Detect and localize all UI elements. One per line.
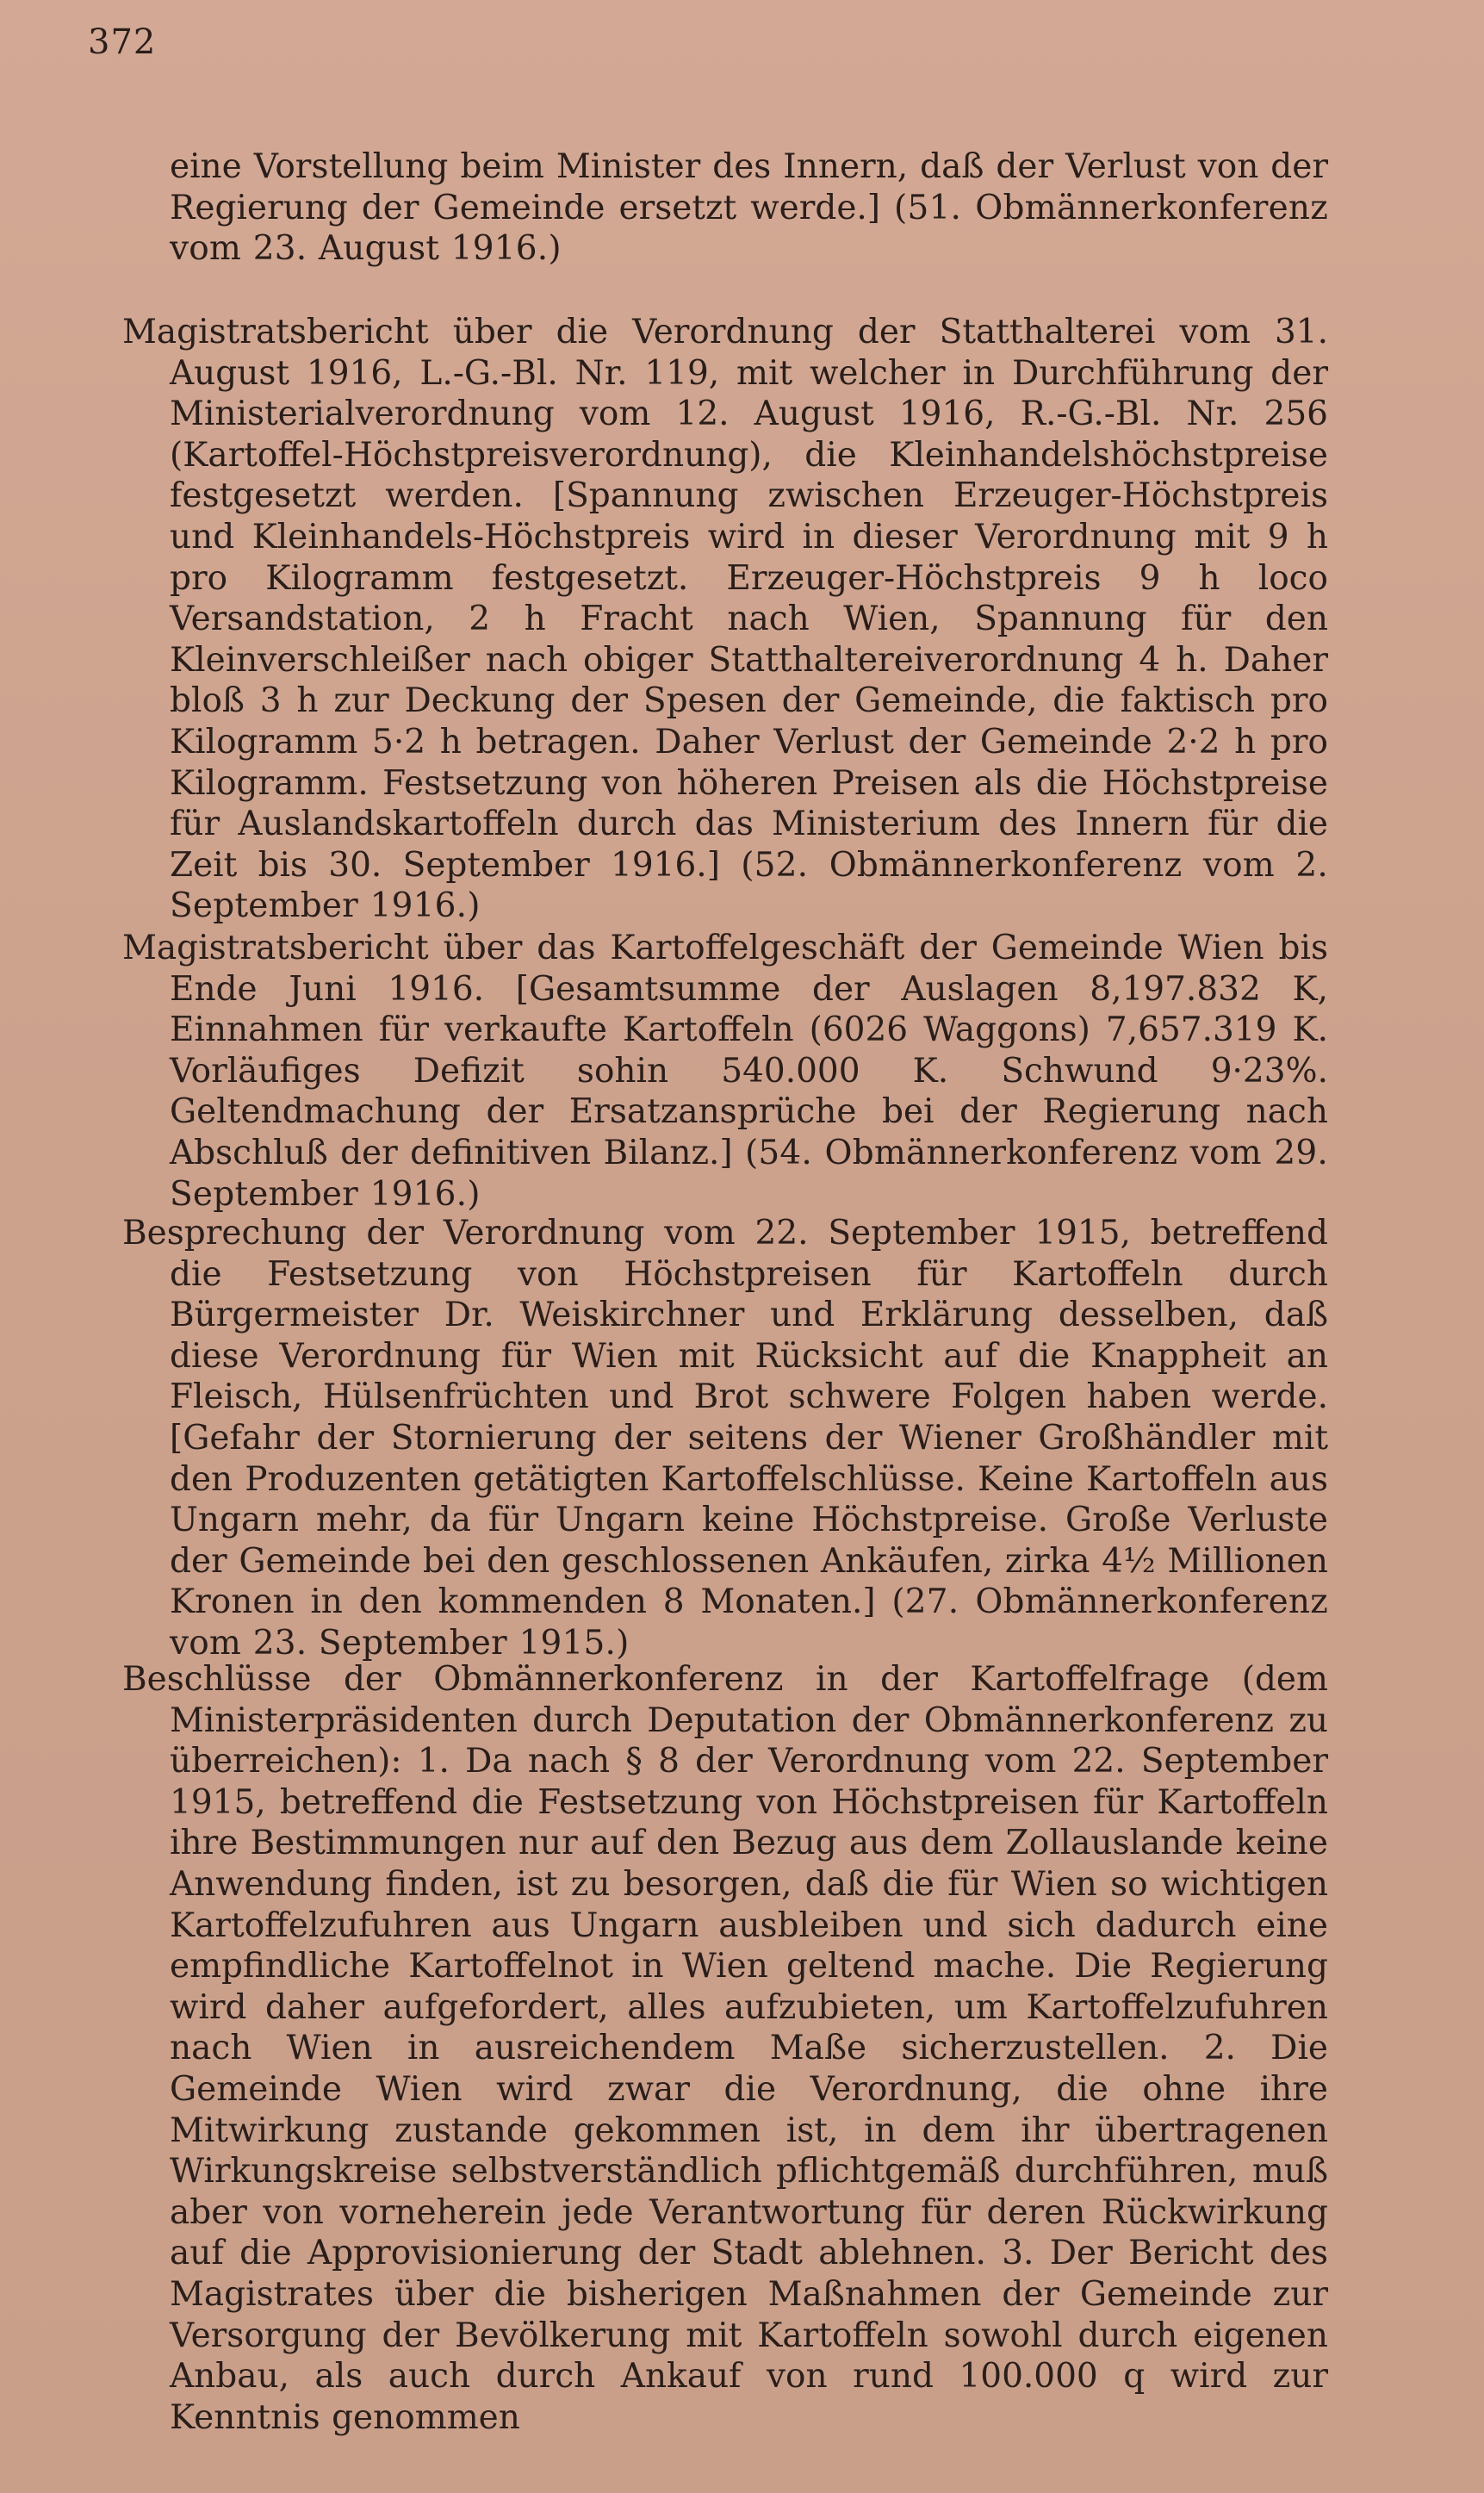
entry-continuation — [170, 146, 1328, 270]
entry-body: Beschlüsse der Obmännerkonferenz in der Kartoffelfrage (dem Ministerpräsidenten durch Deputation der Obmännerkonferenz zu überreichen): 1. Da nach § 8 der Verordnung vom 22. September 1915, betreffend die Festsetzung von Höchstpreisen für Kartoffeln ihre Bestimmungen nur auf den Bezug aus dem Zollauslande keine Anwendung finden, ist zu besorgen, daß die für Wien so wichtigen Kartoffelzufuhren aus Ungarn ausbleiben und sich dadurch eine empfindliche Kartoffelnot in Wien geltend mache. Die Regierung wird daher aufgefordert, alles aufzubieten, um Kartoffelzufuhren nach Wien in ausreichendem Maße sicherzustellen. 2. Die Gemeinde Wien wird zwar die Verordnung, die ohne ihre Mitwirkung zustande gekommen ist, in dem ihr übertragenen Wirkungskreise selbstverständlich pflichtgemäß durchführen, muß aber von vorneherein jede Verantwortung für deren Rückwirkung auf die Approvisionierung der Stadt ablehnen. 3. Der Bericht des Magistrates über die bisherigen Maßnahmen der Gemeinde zur Versorgung der Bevölkerung mit Kartoffeln sowohl durch eigenen Anbau, als auch durch Ankauf von rund 100.000 q wird zur Kenntnis genommen — [122, 1660, 1328, 2437]
entry-body: Magistratsbericht über das Kartoffelgeschäft der Gemeinde Wien bis Ende Juni 1916. [Gesamtsumme der Auslagen 8,197.832 K, Einnahmen für verkaufte Kartoffeln (6026 Waggons) 7,657.319 K. Vorläufiges Defizit sohin 540.000 K. Schwund 9·23%. Geltendmachung der Ersatzansprüche bei der Regierung nach Abschluß der definitiven Bilanz.] — [122, 929, 1328, 1172]
entry-body: Magistratsbericht über die Verordnung der Statthalterei vom 31. August 1916, L.-G.-Bl. Nr. 119, mit welcher in Durchführung der Ministerialverordnung vom 12. August 1916, R.-G.-Bl. Nr. 256 (Kartoffel-Höchstpreisverordnung), die Kleinhandelshöchstpreise festgesetzt werden. [Spannung zwischen Erzeuger-Höchstpreis und Kleinhandels-Höchstpreis wird in dieser Verordnung mit 9 h pro Kilogramm festgesetzt. Erzeuger-Höchstpreis 9 h loco Versandstation, 2 h Fracht nach Wien, Spannung für den Kleinverschleißer nach obiger Statthaltereiverordnung 4 h. Daher bloß 3 h zur Deckung der Spesen der Gemeinde, die faktisch pro Kilogramm 5·2 h betragen. Daher Verlust der Gemeinde 2·2 h pro Kilogramm. Festsetzung von höheren Preisen als die Höchstpreise für Auslandskartoffeln durch das Ministerium des Innern für die Zeit bis 30. September 1916.] — [122, 313, 1328, 885]
page-number: 372 — [88, 22, 157, 62]
conference-reference: (51. Obmännerkonferenz vom 23. August 1916.) — [170, 188, 1328, 269]
entry-statthalterei-verordnung — [122, 312, 1328, 927]
conference-reference: (52. Obmännerkonferenz vom 2. September 1916.) — [170, 845, 1329, 926]
entry-hoechstpreise-besprechung — [122, 1213, 1328, 1664]
entry-body: eine Vorstellung beim Minister des Innern, daß der Verlust von der Regierung der Gemeinde ersetzt werde.] — [170, 147, 1328, 227]
entry-kartoffelgeschaeft — [122, 928, 1328, 1215]
entry-body: Besprechung der Verordnung vom 22. September 1915, betreffend die Festsetzung von Höchstpreisen für Kartoffeln durch Bürgermeister Dr. Weiskirchner und Erklärung desselben, daß diese Verordnung für Wien mit Rücksicht auf die Knappheit an Fleisch, Hülsenfrüchten und Brot schwere Folgen haben werde. [Gefahr der Stornierung der seitens der Wiener Großhändler mit den Produzenten getätigten Kartoffelschlüsse. Keine Kartoffeln aus Ungarn mehr, da für Ungarn keine Höchstpreise. Große Verluste der Gemeinde bei den geschlossenen Ankäufen, zirka 4½ Millionen Kronen in den kommenden 8 Monaten.] — [122, 1214, 1328, 1622]
conference-reference: (27. Obmännerkonferenz vom 23. September 1915.) — [170, 1582, 1328, 1663]
entry-beschluesse-kartoffelfrage — [122, 1659, 1328, 2438]
conference-reference: (54. Obmännerkonferenz vom 29. September 1916.) — [170, 1133, 1328, 1214]
